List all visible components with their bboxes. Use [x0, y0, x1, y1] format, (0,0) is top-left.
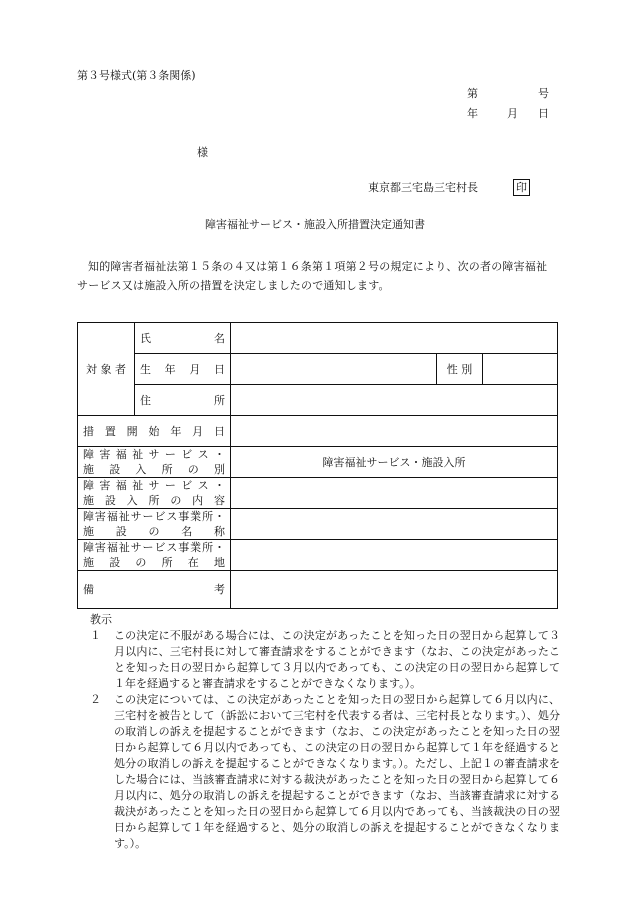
service-type-label-line1: 障害福祉サービス・ — [83, 448, 225, 461]
number-suffix: 号 — [538, 87, 549, 100]
note-number: １ — [90, 629, 101, 642]
note-number: ２ — [90, 693, 101, 706]
seal-mark: 印 — [513, 179, 530, 196]
facility-address-label — [78, 540, 231, 571]
note-text: この決定に不服がある場合には、この決定があったことを知った日の翌日から起算して３月以内に、三宅村長に対して審査請求をすることができます（なお、この決定があったことを知った日の翌日から起算して３月以内であっても、この決定の日の翌日から起算して１年を経過すると審査請求をすることができなくなります。）。 — [114, 629, 560, 690]
document-number-line — [467, 87, 549, 101]
number-prefix: 第 — [467, 87, 478, 100]
start-date-field[interactable] — [231, 416, 558, 447]
name-label: 氏名 — [135, 323, 231, 354]
notes-list — [90, 628, 560, 852]
service-content-field[interactable] — [231, 478, 558, 509]
sex-label: 性 別 — [437, 354, 483, 385]
table-row — [78, 540, 558, 571]
facility-address-label-line2: 施設の所在地 — [83, 556, 225, 569]
subject-label: 対 象 者 — [78, 323, 135, 416]
name-field[interactable] — [231, 323, 558, 354]
table-row — [78, 385, 558, 416]
note-item — [90, 692, 560, 852]
service-type-label-line2: 施設入所の別 — [83, 463, 225, 476]
remarks-field[interactable] — [231, 571, 558, 609]
facility-name-label — [78, 509, 231, 540]
table-row — [78, 571, 558, 609]
service-content-label — [78, 478, 231, 509]
date-month: 月 — [507, 107, 518, 120]
address-label: 住所 — [135, 385, 231, 416]
facility-address-label-line1: 障害福祉サービス事業所・ — [83, 541, 225, 554]
table-row — [78, 509, 558, 540]
table-row — [78, 416, 558, 447]
service-content-label-line2: 施設入所の内容 — [83, 494, 225, 507]
document-title: 障害福祉サービス・施設入所措置決定通知書 — [205, 218, 425, 231]
instruction-notes — [90, 612, 560, 852]
form-number: 第３号様式(第３条関係) — [77, 69, 196, 82]
sender-name: 東京都三宅島三宅村長 — [368, 181, 478, 194]
intro-paragraph: 知的障害者福祉法第１５条の４又は第１６条第１項第２号の規定により、次の者の障害福祉サービス又は施設入所の措置を決定しましたので通知します。 — [77, 260, 548, 292]
birth-date-field[interactable] — [231, 354, 437, 385]
service-type-label — [78, 447, 231, 478]
table-row — [78, 323, 558, 354]
date-day: 日 — [538, 107, 549, 120]
address-field[interactable] — [231, 385, 558, 416]
sex-field[interactable] — [483, 354, 558, 385]
remarks-label: 備考 — [78, 571, 231, 609]
facility-name-field[interactable] — [231, 509, 558, 540]
birth-date-label: 生年月日 — [135, 354, 231, 385]
service-content-label-line1: 障害福祉サービス・ — [83, 479, 225, 492]
note-item — [90, 628, 560, 692]
service-type-value[interactable]: 障害福祉サービス・施設入所 — [231, 447, 558, 478]
facility-name-label-line1: 障害福祉サービス事業所・ — [83, 510, 225, 523]
note-text: この決定については、この決定があったことを知った日の翌日から起算して６月以内に、三宅村を被告として（訴訟において三宅村を代表する者は、三宅村長となります。）、処分の取消しの訴えを提起することができます（なお、この決定があったことを知った日の翌日から起算して６月以内であっても、この決定の日の翌日から起算して１年を経過すると処分の取消しの訴えを提起することができなくなります。）。ただし、上記１の審査請求をした場合には、当該審査請求に対する裁決があったことを知った日の翌日から起算して６月以内に、処分の取消しの訴えを提起することができます（なお、当該審査請求に対する裁決があったことを知った日の翌日から起算して６月以内であっても、当該裁決の日の翌日から起算して１年を経過すると、処分の取消しの訴えを提起することができなくなります。）。 — [114, 693, 560, 850]
start-date-label: 措置開始年月日 — [78, 416, 231, 447]
notes-heading: 教示 — [90, 613, 112, 626]
table-row — [78, 354, 558, 385]
table-row — [78, 478, 558, 509]
addressee-suffix: 様 — [197, 146, 208, 159]
decision-table — [77, 322, 558, 609]
issue-date-line — [467, 107, 549, 121]
facility-name-label-line2: 施設の名称 — [83, 525, 225, 538]
table-row — [78, 447, 558, 478]
facility-address-field[interactable] — [231, 540, 558, 571]
date-year: 年 — [467, 107, 478, 120]
